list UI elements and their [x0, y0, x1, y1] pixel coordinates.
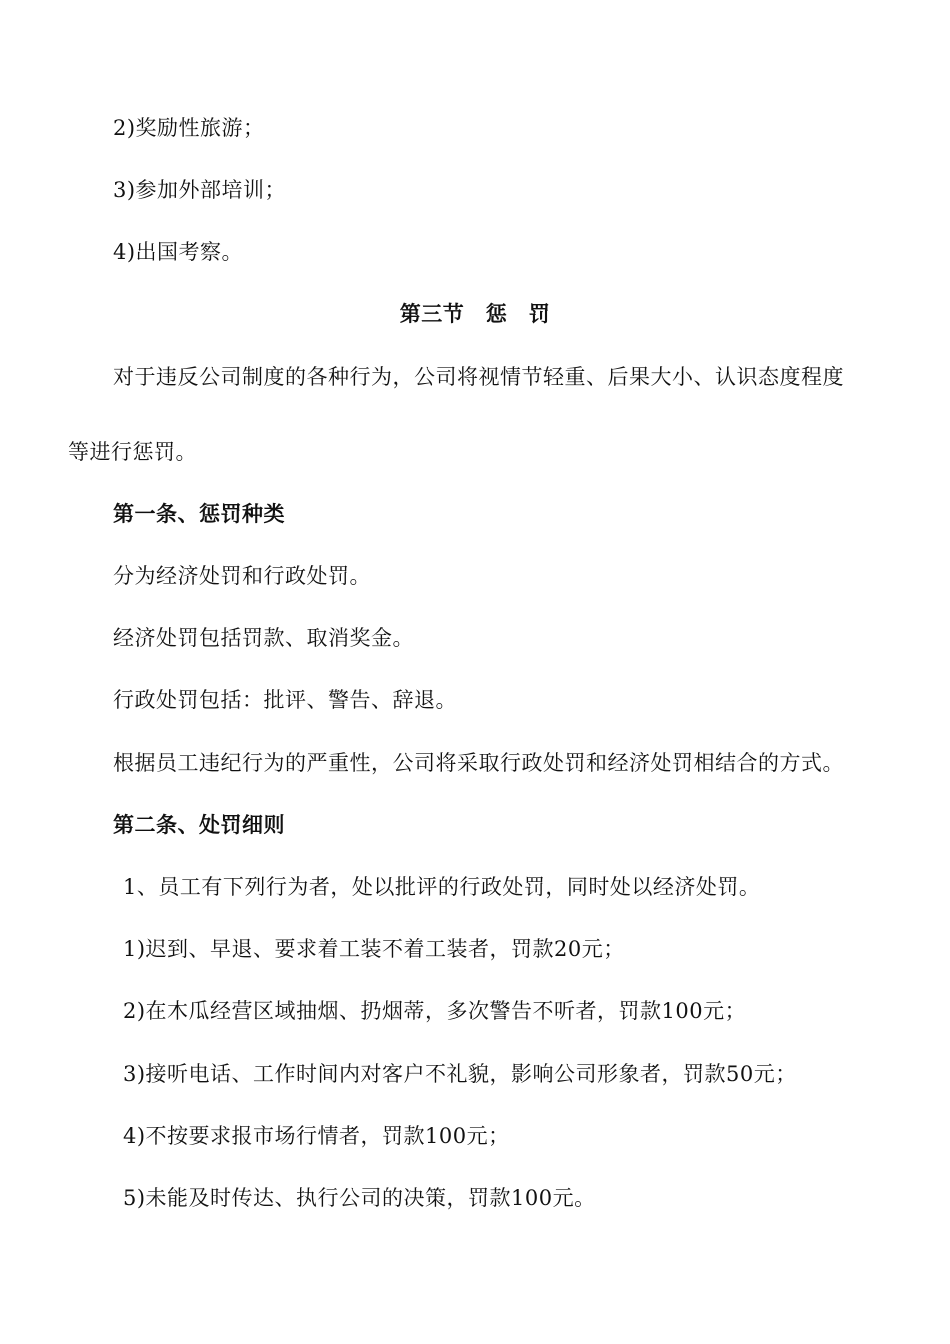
section-title: 第三节 惩 罚: [399, 301, 551, 326]
penalty-item: 4)不按要求报市场行情者，罚款100元；: [123, 1124, 510, 1148]
intro-paragraph-line-1: 对于违反公司制度的各种行为，公司将视情节轻重、后果大小、认识态度程度: [113, 365, 844, 389]
penalty-item: 5)未能及时传达、执行公司的决策，罚款100元。: [123, 1186, 596, 1210]
penalty-item: 2)在木瓜经营区域抽烟、扔烟蒂，多次警告不听者，罚款100元；: [123, 999, 747, 1023]
list-item: 2)奖励性旅游；: [113, 116, 265, 140]
article-2-lead: 1、员工有下列行为者，处以批评的行政处罚，同时处以经济处罚。: [123, 875, 761, 899]
intro-paragraph-line-2: 等进行惩罚。: [68, 440, 197, 464]
article-1-paragraph: 分为经济处罚和行政处罚。: [113, 564, 371, 588]
penalty-item: 1)迟到、早退、要求着工装不着工装者，罚款20元；: [123, 937, 625, 961]
penalty-item: 3)接听电话、工作时间内对客户不礼貌，影响公司形象者，罚款50元；: [123, 1062, 797, 1086]
article-2-heading: 第二条、处罚细则: [113, 812, 285, 837]
article-1-paragraph: 行政处罚包括：批评、警告、辞退。: [113, 688, 457, 712]
article-1-heading: 第一条、惩罚种类: [113, 501, 285, 526]
list-item: 3)参加外部培训；: [113, 178, 287, 202]
article-1-paragraph: 经济处罚包括罚款、取消奖金。: [113, 626, 414, 650]
article-1-paragraph: 根据员工违纪行为的严重性，公司将采取行政处罚和经济处罚相结合的方式。: [113, 751, 844, 775]
list-item: 4)出国考察。: [113, 240, 244, 264]
